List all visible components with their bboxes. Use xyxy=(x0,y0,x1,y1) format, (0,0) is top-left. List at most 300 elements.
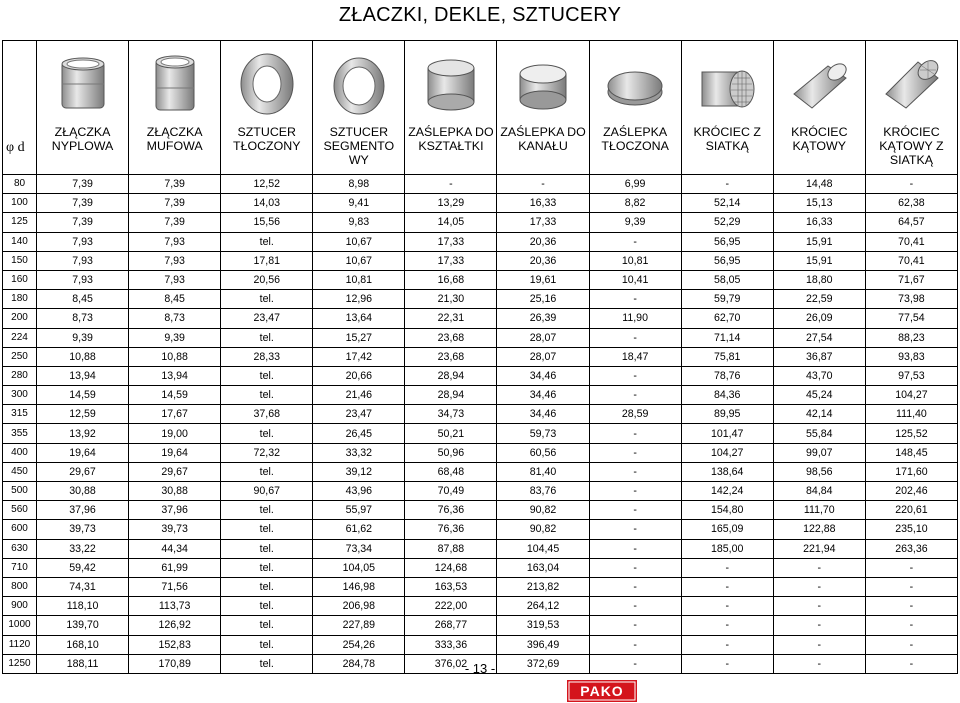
diameter-cell: 125 xyxy=(3,213,37,232)
price-cell: 26,45 xyxy=(313,424,405,443)
price-cell: 10,81 xyxy=(589,251,681,270)
price-cell: 13,94 xyxy=(129,366,221,385)
price-cell: - xyxy=(681,654,773,673)
price-cell: 84,36 xyxy=(681,386,773,405)
price-cell: tel. xyxy=(221,577,313,596)
column-header: ZAŚLEPKA DO KANAŁU xyxy=(497,121,589,175)
page-number: - 13 - xyxy=(464,661,496,676)
price-cell: 33,22 xyxy=(37,539,129,558)
price-cell: 18,80 xyxy=(773,270,865,289)
price-cell: 7,93 xyxy=(37,232,129,251)
table-row xyxy=(3,424,958,443)
product-image-cell xyxy=(589,41,681,122)
mesh-stub-icon xyxy=(696,48,758,118)
price-cell: - xyxy=(589,232,681,251)
price-cell: 45,24 xyxy=(773,386,865,405)
price-cell: 34,73 xyxy=(405,405,497,424)
product-image-cell xyxy=(681,41,773,122)
price-cell: 148,45 xyxy=(865,443,957,462)
price-cell: 8,82 xyxy=(589,194,681,213)
table-row xyxy=(3,635,958,654)
price-cell: 17,33 xyxy=(405,251,497,270)
price-cell: - xyxy=(773,577,865,596)
price-cell: - xyxy=(773,597,865,616)
price-cell: 89,95 xyxy=(681,405,773,424)
price-cell: 13,64 xyxy=(313,309,405,328)
table-row xyxy=(3,405,958,424)
price-cell: 14,05 xyxy=(405,213,497,232)
price-cell: 28,59 xyxy=(589,405,681,424)
price-cell: 139,70 xyxy=(37,616,129,635)
price-cell: 13,92 xyxy=(37,424,129,443)
price-cell: - xyxy=(865,616,957,635)
price-cell: 376,02 xyxy=(405,654,497,673)
price-cell: 12,96 xyxy=(313,290,405,309)
price-cell: 113,73 xyxy=(129,597,221,616)
column-header: KRÓCIEC KĄTOWY xyxy=(773,121,865,175)
price-cell: 7,93 xyxy=(129,270,221,289)
price-cell: 33,32 xyxy=(313,443,405,462)
table-row xyxy=(3,482,958,501)
price-cell: 52,14 xyxy=(681,194,773,213)
column-header: SZTUCER SEGMENTO WY xyxy=(313,121,405,175)
price-cell: 13,29 xyxy=(405,194,497,213)
table-row xyxy=(3,577,958,596)
price-cell: 14,59 xyxy=(37,386,129,405)
price-cell: 76,36 xyxy=(405,520,497,539)
price-cell: 15,91 xyxy=(773,232,865,251)
price-cell: 8,45 xyxy=(37,290,129,309)
price-cell: 235,10 xyxy=(865,520,957,539)
price-cell: 268,77 xyxy=(405,616,497,635)
table-row xyxy=(3,597,958,616)
table-row xyxy=(3,539,958,558)
price-cell: 90,82 xyxy=(497,520,589,539)
price-cell: 10,88 xyxy=(37,347,129,366)
price-cell: 70,41 xyxy=(865,232,957,251)
price-cell: 19,61 xyxy=(497,270,589,289)
pressed-spigot-icon xyxy=(236,48,298,118)
diameter-cell: 140 xyxy=(3,232,37,251)
price-cell: - xyxy=(589,635,681,654)
price-cell: 90,82 xyxy=(497,501,589,520)
price-cell: 284,78 xyxy=(313,654,405,673)
price-cell: 11,90 xyxy=(589,309,681,328)
product-image-row xyxy=(3,41,958,122)
price-cell: - xyxy=(589,443,681,462)
price-cell: 165,09 xyxy=(681,520,773,539)
price-cell: 30,88 xyxy=(37,482,129,501)
price-cell: 59,42 xyxy=(37,558,129,577)
price-cell: 39,12 xyxy=(313,462,405,481)
price-cell: 70,41 xyxy=(865,251,957,270)
page-title: ZŁACZKI, DEKLE, SZTUCERY xyxy=(338,4,622,26)
price-cell: 56,95 xyxy=(681,251,773,270)
diameter-cell: 560 xyxy=(3,501,37,520)
table-row xyxy=(3,443,958,462)
price-cell: 34,46 xyxy=(497,405,589,424)
price-cell: 7,39 xyxy=(37,194,129,213)
price-cell: tel. xyxy=(221,635,313,654)
price-cell: 16,33 xyxy=(773,213,865,232)
price-cell: - xyxy=(865,654,957,673)
price-cell: 122,88 xyxy=(773,520,865,539)
price-cell: 90,67 xyxy=(221,482,313,501)
price-cell: 17,67 xyxy=(129,405,221,424)
product-image-cell xyxy=(865,41,957,122)
price-cell: 56,95 xyxy=(681,232,773,251)
price-cell: 50,21 xyxy=(405,424,497,443)
diameter-cell: 160 xyxy=(3,270,37,289)
price-cell: tel. xyxy=(221,328,313,347)
price-cell: 34,46 xyxy=(497,386,589,405)
price-cell: 9,39 xyxy=(129,328,221,347)
price-cell: 10,67 xyxy=(313,251,405,270)
price-cell: 104,05 xyxy=(313,558,405,577)
diameter-cell: 800 xyxy=(3,577,37,596)
price-cell: 12,59 xyxy=(37,405,129,424)
price-cell: 125,52 xyxy=(865,424,957,443)
price-cell: 87,88 xyxy=(405,539,497,558)
price-cell: 9,41 xyxy=(313,194,405,213)
diameter-cell: 355 xyxy=(3,424,37,443)
price-cell: 28,07 xyxy=(497,328,589,347)
angled-stub-icon xyxy=(788,48,850,118)
price-cell: 7,39 xyxy=(129,213,221,232)
table-row xyxy=(3,232,958,251)
price-cell: - xyxy=(865,597,957,616)
table-row xyxy=(3,501,958,520)
price-cell: 14,03 xyxy=(221,194,313,213)
price-cell: - xyxy=(773,558,865,577)
price-cell: 39,73 xyxy=(129,520,221,539)
pressed-end-cap-icon xyxy=(604,48,666,118)
price-cell: tel. xyxy=(221,616,313,635)
price-cell: 75,81 xyxy=(681,347,773,366)
price-cell: 29,67 xyxy=(37,462,129,481)
price-cell: 126,92 xyxy=(129,616,221,635)
table-row xyxy=(3,386,958,405)
price-cell: 55,84 xyxy=(773,424,865,443)
price-cell: 76,36 xyxy=(405,501,497,520)
price-cell: tel. xyxy=(221,386,313,405)
price-cell: 319,53 xyxy=(497,616,589,635)
price-cell: 74,31 xyxy=(37,577,129,596)
price-cell: - xyxy=(589,577,681,596)
price-cell: 8,45 xyxy=(129,290,221,309)
price-cell: 97,53 xyxy=(865,366,957,385)
price-cell: 62,38 xyxy=(865,194,957,213)
price-cell: 93,83 xyxy=(865,347,957,366)
table-row xyxy=(3,194,958,213)
price-cell: - xyxy=(589,501,681,520)
product-image-cell xyxy=(221,41,313,122)
duct-end-cap-icon xyxy=(512,48,574,118)
price-cell: 64,57 xyxy=(865,213,957,232)
price-cell: 23,68 xyxy=(405,328,497,347)
column-header: ZŁĄCZKA MUFOWA xyxy=(129,121,221,175)
price-cell: - xyxy=(589,290,681,309)
price-cell: 213,82 xyxy=(497,577,589,596)
price-cell: - xyxy=(589,616,681,635)
price-cell: 202,46 xyxy=(865,482,957,501)
price-cell: 88,23 xyxy=(865,328,957,347)
price-cell: 50,96 xyxy=(405,443,497,462)
diameter-cell: 400 xyxy=(3,443,37,462)
price-cell: 9,39 xyxy=(37,328,129,347)
price-cell: 70,49 xyxy=(405,482,497,501)
price-cell: 6,99 xyxy=(589,175,681,194)
price-cell: 16,33 xyxy=(497,194,589,213)
nipple-coupling-icon xyxy=(52,48,114,118)
product-image-cell xyxy=(497,41,589,122)
price-cell: 10,41 xyxy=(589,270,681,289)
price-cell: 23,68 xyxy=(405,347,497,366)
price-cell: 37,96 xyxy=(37,501,129,520)
price-cell: 220,61 xyxy=(865,501,957,520)
price-cell: 36,87 xyxy=(773,347,865,366)
price-cell: 17,42 xyxy=(313,347,405,366)
column-header: ZAŚLEPKA TŁOCZONA xyxy=(589,121,681,175)
price-cell: 20,36 xyxy=(497,251,589,270)
price-cell: - xyxy=(865,558,957,577)
price-cell: - xyxy=(405,175,497,194)
price-cell: 372,69 xyxy=(497,654,589,673)
price-cell: 8,73 xyxy=(37,309,129,328)
price-cell: 163,04 xyxy=(497,558,589,577)
price-cell: 61,99 xyxy=(129,558,221,577)
price-cell: 20,36 xyxy=(497,232,589,251)
price-cell: 14,48 xyxy=(773,175,865,194)
price-cell: 16,68 xyxy=(405,270,497,289)
price-cell: 71,67 xyxy=(865,270,957,289)
price-cell: tel. xyxy=(221,597,313,616)
price-cell: 73,98 xyxy=(865,290,957,309)
price-cell: 19,64 xyxy=(37,443,129,462)
price-cell: - xyxy=(589,482,681,501)
price-cell: - xyxy=(589,462,681,481)
price-cell: 111,70 xyxy=(773,501,865,520)
price-cell: tel. xyxy=(221,232,313,251)
price-cell: 7,39 xyxy=(37,213,129,232)
price-cell: 10,88 xyxy=(129,347,221,366)
price-cell: tel. xyxy=(221,366,313,385)
price-cell: 254,26 xyxy=(313,635,405,654)
price-cell: - xyxy=(589,539,681,558)
price-cell: 9,83 xyxy=(313,213,405,232)
fitting-end-cap-icon xyxy=(420,48,482,118)
price-cell: 44,34 xyxy=(129,539,221,558)
table-row xyxy=(3,328,958,347)
price-cell: tel. xyxy=(221,654,313,673)
price-cell: 221,94 xyxy=(773,539,865,558)
price-cell: - xyxy=(589,558,681,577)
column-header: KRÓCIEC KĄTOWY Z SIATKĄ xyxy=(865,121,957,175)
price-cell: 396,49 xyxy=(497,635,589,654)
table-row xyxy=(3,616,958,635)
diameter-cell: 280 xyxy=(3,366,37,385)
price-cell: 142,24 xyxy=(681,482,773,501)
price-cell: 77,54 xyxy=(865,309,957,328)
price-cell: 18,47 xyxy=(589,347,681,366)
price-cell: 28,33 xyxy=(221,347,313,366)
price-cell: 37,96 xyxy=(129,501,221,520)
price-cell: 206,98 xyxy=(313,597,405,616)
price-cell: 171,60 xyxy=(865,462,957,481)
price-cell: - xyxy=(865,577,957,596)
price-cell: tel. xyxy=(221,462,313,481)
price-cell: 15,56 xyxy=(221,213,313,232)
price-cell: 19,64 xyxy=(129,443,221,462)
price-cell: 28,94 xyxy=(405,386,497,405)
diameter-cell: 150 xyxy=(3,251,37,270)
price-cell: 15,13 xyxy=(773,194,865,213)
diameter-cell: 100 xyxy=(3,194,37,213)
angled-mesh-stub-icon xyxy=(880,48,942,118)
price-cell: 22,31 xyxy=(405,309,497,328)
diameter-cell: 450 xyxy=(3,462,37,481)
price-table xyxy=(2,40,958,674)
product-image-cell xyxy=(129,41,221,122)
price-cell: 55,97 xyxy=(313,501,405,520)
price-cell: - xyxy=(589,520,681,539)
price-cell: 98,56 xyxy=(773,462,865,481)
price-cell: 29,67 xyxy=(129,462,221,481)
price-cell: 71,56 xyxy=(129,577,221,596)
price-cell: 8,98 xyxy=(313,175,405,194)
price-cell: 170,89 xyxy=(129,654,221,673)
price-cell: 104,27 xyxy=(865,386,957,405)
price-cell: - xyxy=(681,577,773,596)
column-header: KRÓCIEC Z SIATKĄ xyxy=(681,121,773,175)
price-cell: 22,59 xyxy=(773,290,865,309)
price-cell: 20,56 xyxy=(221,270,313,289)
price-cell: 15,27 xyxy=(313,328,405,347)
segmented-spigot-icon xyxy=(328,48,390,118)
price-cell: - xyxy=(681,175,773,194)
price-cell: 83,76 xyxy=(497,482,589,501)
product-image-cell xyxy=(405,41,497,122)
diameter-cell: 1000 xyxy=(3,616,37,635)
table-row xyxy=(3,290,958,309)
logo-text: PAKO xyxy=(580,683,624,699)
table-row xyxy=(3,270,958,289)
diameter-cell: 600 xyxy=(3,520,37,539)
price-cell: 152,83 xyxy=(129,635,221,654)
price-cell: 10,81 xyxy=(313,270,405,289)
price-cell: tel. xyxy=(221,539,313,558)
price-cell: tel. xyxy=(221,501,313,520)
price-cell: 73,34 xyxy=(313,539,405,558)
price-cell: tel. xyxy=(221,424,313,443)
price-cell: 7,93 xyxy=(129,251,221,270)
price-cell: 84,84 xyxy=(773,482,865,501)
price-cell: 146,98 xyxy=(313,577,405,596)
table-row xyxy=(3,251,958,270)
price-cell: 138,64 xyxy=(681,462,773,481)
diameter-header: φ d xyxy=(3,121,37,175)
price-cell: 101,47 xyxy=(681,424,773,443)
price-cell: - xyxy=(589,386,681,405)
diameter-cell: 710 xyxy=(3,558,37,577)
price-cell: 21,30 xyxy=(405,290,497,309)
price-cell: 52,29 xyxy=(681,213,773,232)
price-cell: 8,73 xyxy=(129,309,221,328)
price-cell: 25,16 xyxy=(497,290,589,309)
diameter-cell: 315 xyxy=(3,405,37,424)
price-cell: 28,94 xyxy=(405,366,497,385)
price-cell: 263,36 xyxy=(865,539,957,558)
table-row xyxy=(3,366,958,385)
diameter-cell: 250 xyxy=(3,347,37,366)
price-cell: 7,93 xyxy=(37,270,129,289)
price-cell: 58,05 xyxy=(681,270,773,289)
price-cell: 23,47 xyxy=(313,405,405,424)
price-cell: 124,68 xyxy=(405,558,497,577)
price-cell: 68,48 xyxy=(405,462,497,481)
price-cell: 59,79 xyxy=(681,290,773,309)
diameter-cell: 630 xyxy=(3,539,37,558)
price-cell: 17,33 xyxy=(405,232,497,251)
price-cell: 43,70 xyxy=(773,366,865,385)
diameter-cell: 80 xyxy=(3,175,37,194)
price-cell: 59,73 xyxy=(497,424,589,443)
price-cell: 13,94 xyxy=(37,366,129,385)
price-cell: 21,46 xyxy=(313,386,405,405)
diameter-cell: 224 xyxy=(3,328,37,347)
column-header-row xyxy=(3,121,958,175)
price-cell: 333,36 xyxy=(405,635,497,654)
price-cell: - xyxy=(589,654,681,673)
price-cell: 62,70 xyxy=(681,309,773,328)
price-cell: 81,40 xyxy=(497,462,589,481)
price-cell: 39,73 xyxy=(37,520,129,539)
pako-logo xyxy=(567,680,637,702)
price-cell: - xyxy=(497,175,589,194)
price-cell: 264,12 xyxy=(497,597,589,616)
price-cell: 34,46 xyxy=(497,366,589,385)
price-cell: 30,88 xyxy=(129,482,221,501)
price-cell: 26,09 xyxy=(773,309,865,328)
price-cell: 10,67 xyxy=(313,232,405,251)
column-header: ZAŚLEPKA DO KSZTAŁTKI xyxy=(405,121,497,175)
price-cell: 7,39 xyxy=(37,175,129,194)
price-cell: - xyxy=(589,366,681,385)
price-cell: 60,56 xyxy=(497,443,589,462)
price-cell: - xyxy=(773,635,865,654)
price-cell: 28,07 xyxy=(497,347,589,366)
table-row xyxy=(3,213,958,232)
diameter-cell: 900 xyxy=(3,597,37,616)
price-cell: tel. xyxy=(221,558,313,577)
price-cell: 12,52 xyxy=(221,175,313,194)
price-cell: 222,00 xyxy=(405,597,497,616)
product-image-cell xyxy=(773,41,865,122)
table-row xyxy=(3,347,958,366)
diameter-cell: 500 xyxy=(3,482,37,501)
price-cell: 72,32 xyxy=(221,443,313,462)
price-cell: 26,39 xyxy=(497,309,589,328)
price-cell: 7,39 xyxy=(129,194,221,213)
price-cell: - xyxy=(865,175,957,194)
column-header: ZŁĄCZKA NYPLOWA xyxy=(37,121,129,175)
price-cell: 154,80 xyxy=(681,501,773,520)
price-cell: - xyxy=(865,635,957,654)
price-cell: 17,81 xyxy=(221,251,313,270)
diameter-cell: 1120 xyxy=(3,635,37,654)
product-image-cell xyxy=(313,41,405,122)
price-cell: 14,59 xyxy=(129,386,221,405)
